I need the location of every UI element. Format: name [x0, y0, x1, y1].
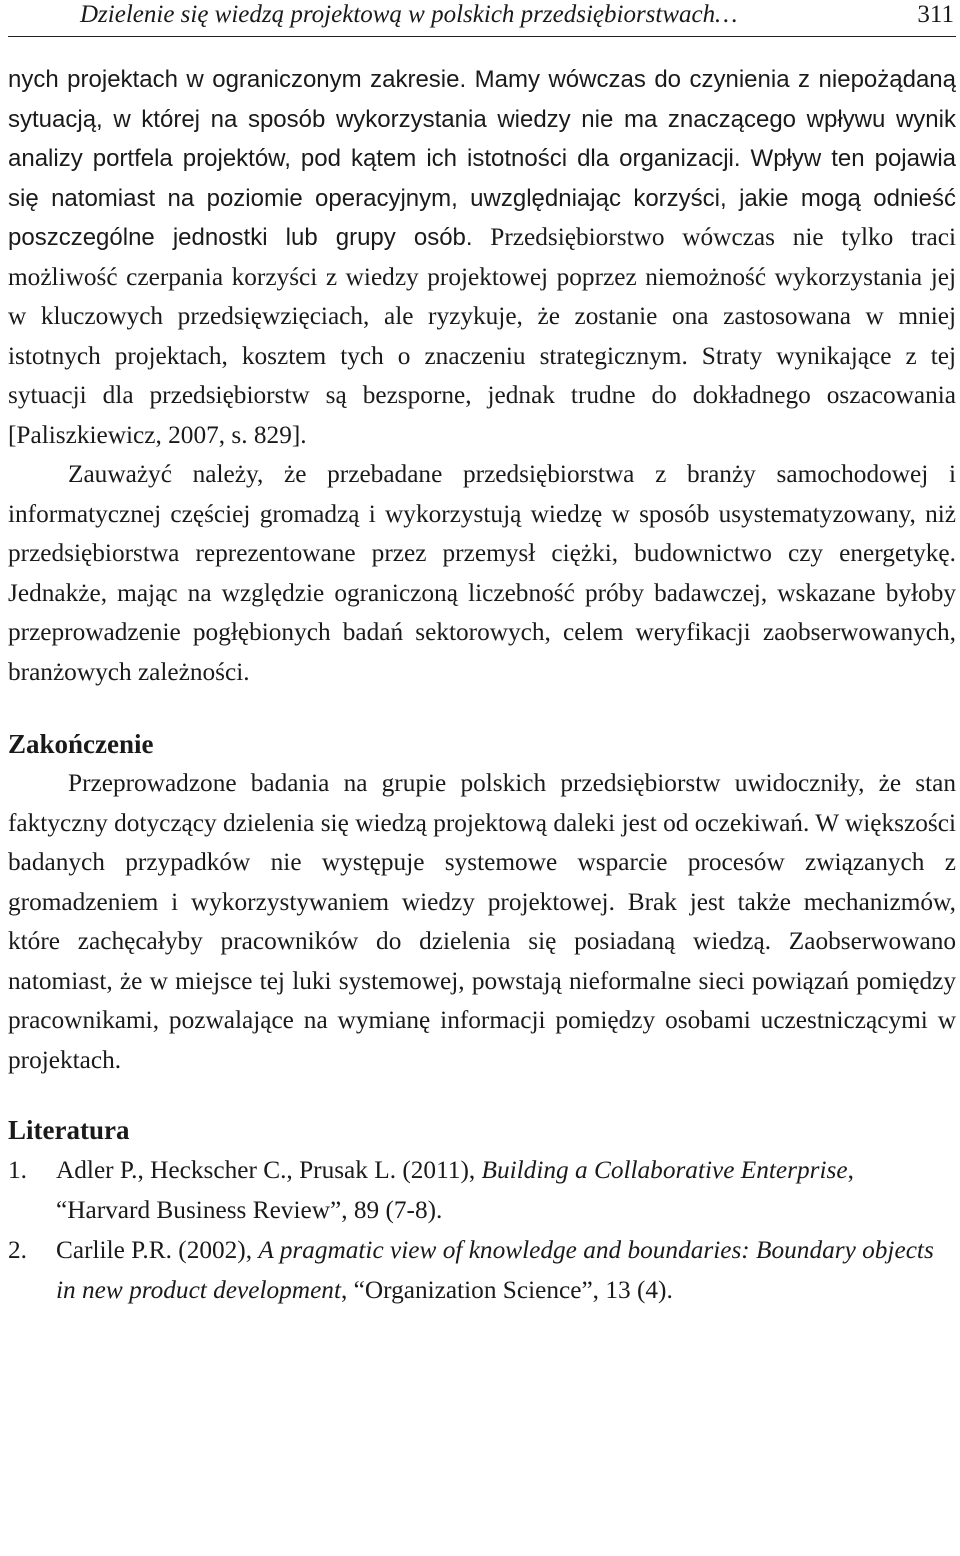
page-number: 311: [917, 1, 954, 28]
reference-title: Building a Collaborative Enterprise: [481, 1156, 848, 1184]
section-heading-conclusion: Zakończenie: [8, 729, 154, 759]
reference-list: [8, 1150, 956, 1310]
paragraph-2: Zauważyć należy, że przebadane przedsiębiorstwa z branży samochodowej i informatycznej częściej gromadzą i wykorzystują wiedzę w sposób usystematyzowany, niż przedsiębiorstwa reprezentowane przez przemysł ciężki, budownictwo czy energetykę. Jednakże, mając na względzie ograniczoną liczebność próby badawczej, wskazane byłoby przeprowadzenie pogłębionych badań sektorowych, celem weryfikacji zaobserwowanych, branżowych zależności.: [8, 460, 956, 686]
paragraph-1-sans-part: nych projektach w ograniczonym zakresie. Mamy wówczas do czynienia z niepożądaną sytuacją, w której na sposób wykorzystania wiedzy nie ma znaczącego wpływu wynik analizy portfela projektów, pod kątem ich istotności dla organizacji. Wpływ ten pojawia się natomiast na poziomie operacyjnym, uwzględniając korzyści, jakie mogą odnieść poszczególne jednostki lub grupy osób.: [8, 66, 956, 251]
section-heading-literature: Literatura: [8, 1115, 130, 1145]
reference-item: [8, 1230, 956, 1310]
reference-source: , “Organization Science”, 13 (4).: [341, 1276, 673, 1304]
reference-source: , “Harvard Business Review”, 89 (7-8).: [56, 1156, 854, 1224]
running-header: [8, 0, 956, 37]
paragraph-1-serif-part: Przedsiębiorstwo wówczas nie tylko traci możliwość czerpania korzyści z wiedzy projektowej poprzez niemożność wykorzystania jej w kluczowych przedsięwzięciach, ale ryzykuje, że zostanie ona zastosowana w mniej istotnych projektach, kosztem tych o znaczeniu strategicznym. Straty wynikające z tej sytuacji dla przedsiębiorstw są bezsporne, jednak trudne do dokładnego oszacowania [Paliszkiewicz, 2007, s. 829].: [8, 223, 957, 449]
paragraph-1: [8, 60, 956, 455]
reference-authors: Carlile P.R. (2002),: [56, 1236, 259, 1264]
running-title: Dzielenie się wiedzą projektową w polskich przedsiębiorstwach…: [80, 1, 738, 28]
reference-number: 2.: [8, 1236, 27, 1264]
reference-number: 1.: [8, 1156, 27, 1184]
reference-item: [8, 1150, 956, 1230]
reference-title: A pragmatic view of knowledge and boundaries: Boundary objects in new product development: [56, 1236, 934, 1304]
book-page: [8, 0, 956, 1310]
reference-authors: Adler P., Heckscher C., Prusak L. (2011),: [56, 1156, 482, 1184]
conclusion-paragraph: Przeprowadzone badania na grupie polskich przedsiębiorstw uwidoczniły, że stan faktyczny dotyczący dzielenia się wiedzą projektową daleki jest od oczekiwań. W większości badanych przypadków nie występuje systemowe wsparcie procesów związanych z gromadzeniem i wykorzystywaniem wiedzy projektowej. Brak jest także mechanizmów, które zachęcałyby pracowników do dzielenia się posiadaną wiedzą. Zaobserwowano natomiast, że w miejsce tej luki systemowej, powstają nieformalne sieci powiązań pomiędzy pracownikami, pozwalające na wymianę informacji pomiędzy osobami uczestniczącymi w projektach.: [8, 769, 956, 1074]
